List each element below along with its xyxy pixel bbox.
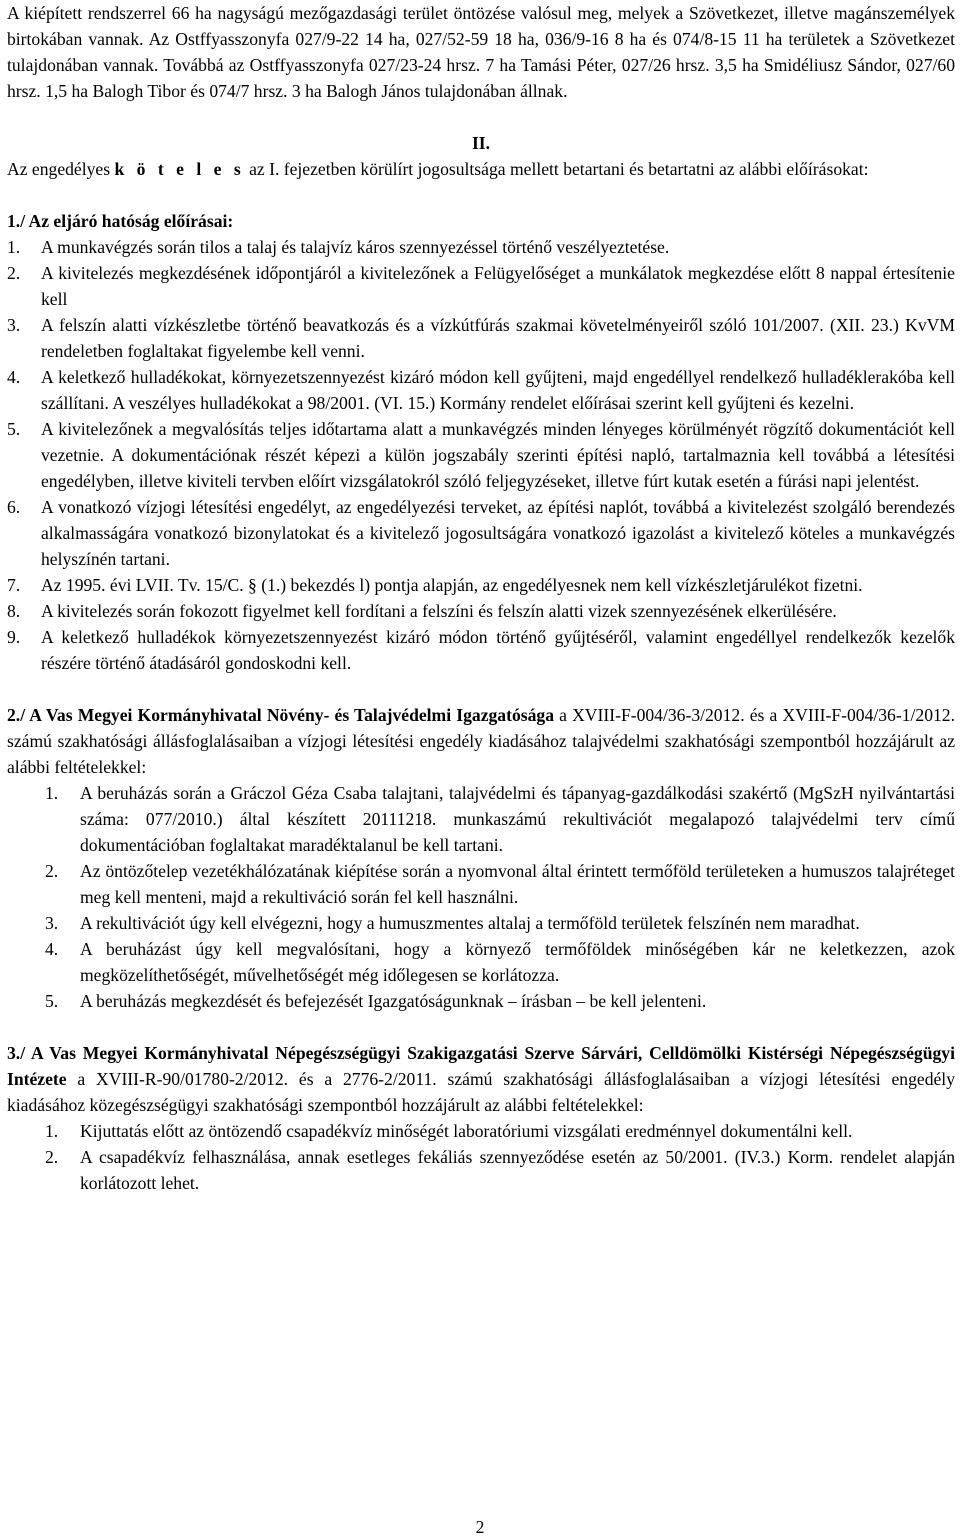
list-item-text: A vonatkozó vízjogi létesítési engedélyt, az engedélyezési terveket, az építési naplót, továbbá a kivitelezést szolgáló berendezés alkalmasságára vonatkozó bizonylatokat és a kivitelező jogosultságára vonatkozó igazolást a kivitelező köteles a munkavégzés helyszínén tartani. — [41, 497, 955, 569]
list-item-text: A kivitelezés megkezdésének időpontjáról a kivitelezőnek a Felügyelőséget a munkálatok megkezdése előtt 8 nappal értesítenie kell — [41, 263, 955, 309]
list-item-text: A rekultivációt úgy kell elvégezni, hogy a humuszmentes altalaj a termőföld területek felszínén nem maradhat. — [80, 913, 860, 933]
list-item-number: 1. — [45, 1121, 59, 1141]
list-item-text: A kivitelezés során fokozott figyelmet kell fordítani a felszíni és felszín alatti vizek szennyezésének elkerülésére. — [41, 601, 837, 621]
part2-heading-bold: 2./ A Vas Megyei Kormányhivatal Növény- és Talajvédelmi Igazgatósága — [7, 705, 554, 725]
list-item — [7, 988, 955, 1014]
list-item — [7, 1144, 955, 1196]
list-item — [7, 260, 955, 312]
list-item-text: A beruházást úgy kell megvalósítani, hogy a környező termőföldek minőségében kár ne keletkezzen, azok megközelíthetőségét, művelhetőségét még időlegesen se korlátozza. — [80, 939, 955, 985]
list-item-number: 9. — [7, 627, 21, 647]
list-item-text: A keletkező hulladékok környezetszennyezést kizáró módon történő gyűjtéséről, valamint engedéllyel rendelkezők kezelők részére történő átadásáról gondoskodni kell. — [41, 627, 955, 673]
list-item-text: A beruházás során a Gráczol Géza Csaba talajtani, talajvédelmi és tápanyag-gazdálkodási szakértő (MgSzH nyilvántartási száma: 077/2010.) által készített 20111218. munkaszámú rekultivációt megalapozó talajvédelmi terv című dokumentációban foglaltakat maradéktalanul be kell tartani. — [80, 783, 955, 855]
list-item-number: 2. — [45, 1147, 59, 1167]
obligation-suffix: az I. fejezetben körülírt jogosultsága mellett betartani és betartatni az alábbi előírásokat: — [244, 159, 869, 179]
list-item-text: A csapadékvíz felhasználása, annak esetleges fekáliás szennyeződése esetén az 50/2001. (IV.3.) Korm. rendelet alapján korlátozott lehet. — [80, 1147, 955, 1193]
list-item — [7, 312, 955, 364]
list-item-number: 7. — [7, 575, 21, 595]
list-item — [7, 624, 955, 676]
list-item-number: 1. — [45, 783, 59, 803]
part3-heading-bold: 3./ A Vas Megyei Kormányhivatal Népegészségügyi Szakigazgatási Szerve Sárvári, Celldömölki Kistérségi Népegészségügyi Intézete — [7, 1043, 955, 1089]
list-item — [7, 494, 955, 572]
list-item — [7, 936, 955, 988]
list-item-text: A beruházás megkezdését és befejezését Igazgatóságunknak – írásban – be kell jelenteni. — [80, 991, 707, 1011]
list-item-text: A keletkező hulladékokat, környezetszennyezést kizáró módon kell gyűjteni, majd engedéllyel rendelkező hulladéklerakóba kell szállítani. A veszélyes hulladékokat a 98/2001. (VI. 15.) Kormány rendelet előírásai szerint kell gyűjteni és kezelni. — [41, 367, 955, 413]
list-item — [7, 572, 955, 598]
list-item — [7, 780, 955, 858]
list-item-number: 5. — [7, 419, 21, 439]
obligation-spaced-word: k ö t e l e s — [114, 159, 245, 179]
list-item-text: A munkavégzés során tilos a talaj és talajvíz káros szennyezéssel történő veszélyeztetése. — [41, 237, 670, 257]
list-item — [7, 234, 955, 260]
section-title: II. — [471, 133, 491, 153]
part2-heading — [7, 702, 955, 780]
intro-paragraph: A kiépített rendszerrel 66 ha nagyságú mezőgazdasági terület öntözése valósul meg, melyek a Szövetkezet, illetve magánszemélyek birtokában vannak. Az Ostffyasszonyfa 027/9-22 14 ha, 027/52-59 18 ha, 036/9-16 8 ha és 074/8-15 11 ha területek a Szövetkezet tulajdonában vannak. Továbbá az Ostffyasszonyfa 027/23-24 hrsz. 7 ha Tamási Péter, 027/26 hrsz. 3,5 ha Smidéliusz Sándor, 027/60 hrsz. 1,5 ha Balogh Tibor és 074/7 hrsz. 3 ha Balogh János tulajdonában állnak. — [7, 3, 955, 101]
obligation-prefix: Az engedélyes — [7, 159, 115, 179]
list-item-number: 1. — [7, 237, 21, 257]
list-item-text: Az 1995. évi LVII. Tv. 15/C. § (1.) bekezdés l) pontja alapján, az engedélyesnek nem kell vízkészletjárulékot fizetni. — [41, 575, 863, 595]
list-item-number: 8. — [7, 601, 21, 621]
list-item-text: A kivitelezőnek a megvalósítás teljes időtartama alatt a munkavégzés minden lényeges körülményét rögzítő dokumentációt kell vezetnie. A dokumentációnak részét képezi a külön jogszabály szerinti építési napló, tartalmaznia kell továbbá a létesítési engedélyben, illetve kiviteli tervben előírt vizsgálatokról szóló feljegyzéseket, illetve fúrt kutak esetén a fúrási napi jelentést. — [41, 419, 955, 491]
obligation-paragraph — [7, 156, 955, 182]
list-item — [7, 598, 955, 624]
list-item-number: 5. — [45, 991, 59, 1011]
list-item-number: 2. — [45, 861, 59, 881]
list-item-number: 4. — [7, 367, 21, 387]
part2-list — [7, 780, 955, 1014]
part3-heading — [7, 1040, 955, 1118]
part1-list — [7, 234, 955, 676]
list-item-number: 4. — [45, 939, 59, 959]
list-item-number: 3. — [45, 913, 59, 933]
list-item-number: 6. — [7, 497, 21, 517]
part2-heading-rest: a XVIII-F-004/36-3/2012. és a XVIII-F-004/36-1/2012. számú szakhatósági állásfoglalásaiban a vízjogi létesítési engedély kiadásához talajvédelmi szakhatósági szempontból hozzájárult az alábbi feltételekkel: — [7, 705, 955, 777]
list-item — [7, 1118, 955, 1144]
list-item — [7, 858, 955, 910]
part1-heading: 1./ Az eljáró hatóság előírásai: — [7, 211, 234, 231]
part3-list — [7, 1118, 955, 1196]
document-page — [7, 0, 955, 1196]
list-item-text: A felszín alatti vízkészletbe történő beavatkozás és a vízkútfúrás szakmai követelményeiről szóló 101/2007. (XII. 23.) KvVM rendeletben foglaltakat figyelembe kell venni. — [41, 315, 955, 361]
list-item-text: Kijuttatás előtt az öntözendő csapadékvíz minőségét laboratóriumi vizsgálati eredménnyel dokumentálni kell. — [80, 1121, 853, 1141]
list-item — [7, 364, 955, 416]
list-item-number: 2. — [7, 263, 21, 283]
part3-heading-rest: a XVIII-R-90/01780-2/2012. és a 2776-2/2011. számú szakhatósági állásfoglalásaiban a vízjogi létesítési engedély kiadásához közegészségügyi szakhatósági szempontból hozzájárult az alábbi feltételekkel: — [7, 1069, 955, 1115]
list-item-number: 3. — [7, 315, 21, 335]
list-item-text: Az öntözőtelep vezetékhálózatának kiépítése során a nyomvonal által érintett termőföld területeken a humuszos talajréteget meg kell menteni, majd a rekultiváció során fel kell használni. — [80, 861, 955, 907]
list-item — [7, 910, 955, 936]
list-item — [7, 416, 955, 494]
page-number: 2 — [475, 1517, 485, 1537]
